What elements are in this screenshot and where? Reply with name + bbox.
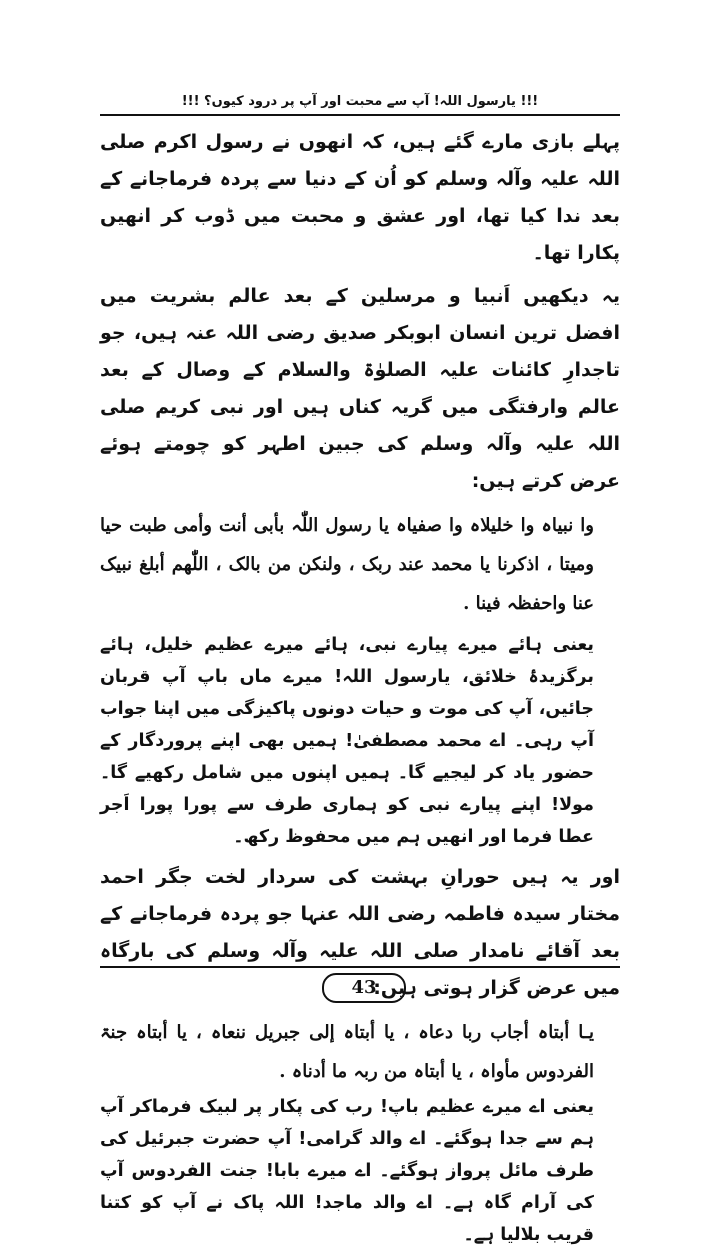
footer-rule [100,966,620,968]
paragraph-abu-bakr: یہ دیکھیں اَنبیا و مرسلین کے بعد عالم بشریت میں افضل ترین انسان ابوبکر صدیق رضی اللہ عنہ ہیں، جو تاجدارِ کائنات علیہ الصلوٰۃ والسلام کے وصال کے بعد عالم وارفتگی میں گریہ کناں ہیں اور نبی کریم صلی اللہ علیہ وآلہ وسلم کی جبین اطہر کو چومتے ہوئے عرض کرتے ہیں: [100,285,620,492]
page-number: 43 [322,973,406,1003]
paragraph-fatima: اور یہ ہیں حورانِ بہشت کی سردار لخت جگر احمد مختار سیدہ فاطمہ رضی اللہ عنہا جو پردہ فرماجانے کے بعد آقائے نامدار صلی اللہ علیہ وآلہ وسلم کی بارگاہ میں عرض گزار ہوتی ہیں: [100,866,620,999]
header-rule [100,114,620,116]
translation-abu-bakr: یعنی ہائے میرے پیارے نبی، ہائے میرے عظیم خلیل، ہائے برگزیدۂ خلائق، یارسول اللہ! میرے ماں باپ آپ قربان جائیں، آپ کی موت و حیات دونوں پاکیزگی میں اپنا جواب آپ رہی۔ اے محمد مصطفیٰ! ہمیں بھی اپنے پروردگار کے حضور یاد کر لیجیے گا۔ ہمیں اپنوں میں شامل رکھیے گا۔ مولا! اپنے پیارے نبی کو ہماری طرف سے پورا پورا اَجر عطا فرما اور انھیں ہم میں محفوظ رکھ۔ [100,635,594,847]
paragraph-intro: پہلے بازی مارے گئے ہیں، کہ انھوں نے رسول اکرم صلی اللہ علیہ وآلہ وسلم کو اُن کے دنیا سے پردہ فرماجانے کے بعد ندا کیا تھا، اور عشق و محبت میں ڈوب کر انھیں پکارا تھا۔ [100,131,620,264]
translation-fatima: یعنی اے میرے عظیم باپ! رب کی پکار پر لبیک فرماکر آپ ہم سے جدا ہوگئے۔ اے والد گرامی! آپ حضرت جبرئیل کی طرف مائل پرواز ہوگئے۔ اے میرے بابا! جنت الفردوس آپ کی آرام گاہ ہے۔ اے والد ماجد! اللہ پاک نے آپ کو کتنا قریب بلالیا ہے۔ [100,1097,594,1245]
running-header: !!! یارسول اللہ! آپ سے محبت اور آپ پر درود کیوں؟ !!! [181,94,539,109]
arabic-quote-fatima: یـا أبتاہ أجاب ربا دعاہ ، یا أبتاہ إلی جبریل ننعاہ ، یا أبتاہ جنۃ الفردوس مأواہ ، یا أبتاہ من ربہ ما أدناہ . [100,1022,594,1082]
arabic-quote-abu-bakr: وا نبیاہ وا خلیلاہ وا صفیاہ یا رسول اللّٰہ بأبی أنت وأمی طبت حیا ومیتا ، اذکرنا یا محمد عند ربک ، ولنکن من بالک ، اللّٰھم أبلغ نبیک عنا واحفظہ فینا . [100,515,594,614]
page-body [100,124,620,1251]
